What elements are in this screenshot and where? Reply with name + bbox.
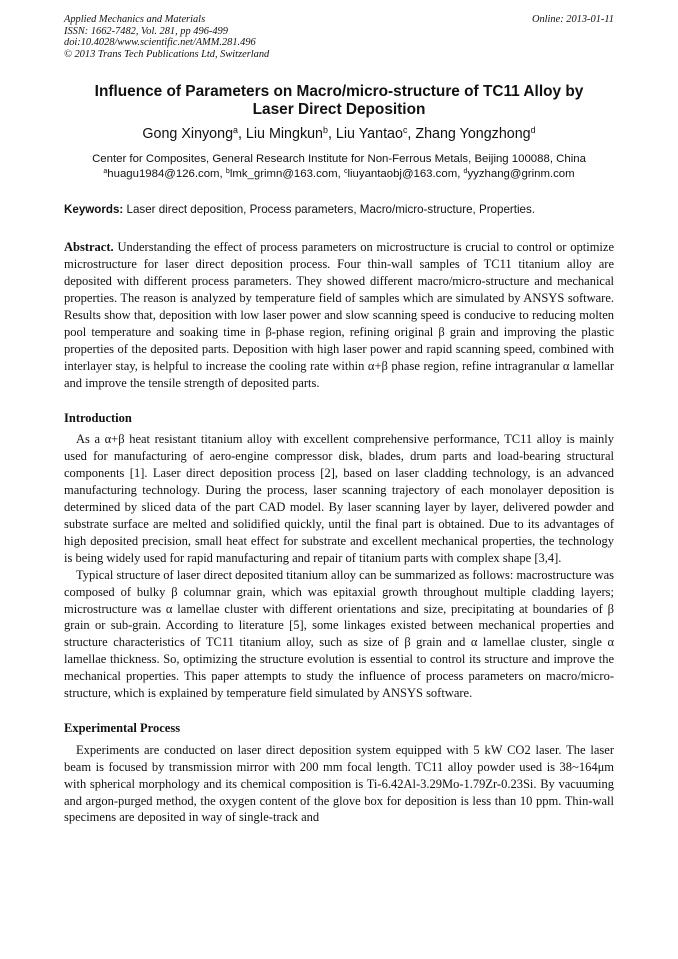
paper-title — [64, 83, 614, 119]
abstract-label: Abstract. — [64, 240, 114, 255]
email-address[interactable]: huagu1984@126.com — [107, 168, 220, 181]
keywords-line — [64, 203, 614, 217]
doi-line: doi:10.4028/www.scientific.net/AMM.281.496 — [64, 37, 256, 49]
author-sup: c — [402, 125, 408, 136]
online-date: Online: 2013-01-11 — [531, 14, 614, 25]
affiliation: Center for Composites, General Research Institute for Non-Ferrous Metals, Beijing 100088, China — [92, 153, 586, 166]
email-sup: d — [463, 168, 468, 176]
email-sup: b — [225, 168, 230, 176]
journal-header — [64, 14, 614, 60]
title-line-2: Laser Direct Deposition — [252, 101, 426, 119]
copyright-line: © 2013 Trans Tech Publications Ltd, Switzerland — [64, 48, 270, 60]
author-name: Liu Yantao — [335, 126, 403, 143]
email-address[interactable]: yyzhang@grinm.com — [467, 168, 575, 181]
keywords-label: Keywords: — [64, 203, 124, 217]
author-sup: d — [530, 125, 536, 136]
author-name: Liu Mingkun — [245, 126, 324, 143]
email-address[interactable]: liuyantaobj@163.com — [347, 168, 458, 181]
issn-line: ISSN: 1662-7482, Vol. 281, pp 496-499 — [64, 25, 228, 37]
abstract-section — [64, 239, 614, 391]
email-sup: a — [103, 168, 108, 176]
experimental-heading: Experimental Process — [64, 720, 181, 735]
keywords-text: Laser direct deposition, Process parameters, Macro/micro-structure, Properties. — [126, 203, 536, 217]
title-line-1: Influence of Parameters on Macro/micro-structure of TC11 Alloy by — [94, 83, 584, 101]
introduction-paragraph: As a α+β heat resistant titanium alloy with excellent comprehensive performance, TC11 alloy is mainly used for manufacturing of aero-engine compressor disk, blades, drum parts and load-bearing structural components [1]. Laser direct deposition process [2], based on laser cladding technology, is an advanced manufacturing technology. During the process, laser scanning trajectory of each monolayer deposition is determined by sliced data of the part CAD model. By laser scanning layer by layer, delivered powder and substrate surface are melted and solidified quickly, until the final part is obtained. Due to its advantages of high deposited precision, small heat effect for substrate and excellent mechanical properties, the technology is being widely used for rapid manufacturing and repair of titanium parts with complex shape [3,4]. — [64, 432, 614, 565]
author-name: Zhang Yongzhong — [415, 126, 531, 143]
journal-name: Applied Mechanics and Materials — [64, 14, 206, 25]
introduction-body — [64, 431, 614, 702]
abstract-text: Understanding the effect of process parameters on microstructure is crucial to control or optimize microstructure for laser direct deposition process. Four thin-wall samples of TC11 titanium alloy are deposited with different process parameters. They showed different macro/micro-structure and mechanical properties. The reason is analyzed by temperature field of samples which are simulated by ANSYS software. Results show that, deposition with low laser power and slow scanning speed is conducive to reducing molten pool temperature and soaking time in β-phase region, refining original β grain and improving the plastic properties of the deposited parts. Deposition with high laser power and rapid scanning speed, combined with interlayer stay, is helpful to increase the cooling rate within α+β phase region, refine intragranular α lamellar and improve the tensile strength of deposited parts. — [64, 240, 614, 390]
author-list: Gong Xinyong$^a$, Liu Mingkun$^b$, Liu Yantao$^c$, Zhang Yongzhong$^d$ — [142, 125, 536, 143]
introduction-paragraph: Typical structure of laser direct deposited titanium alloy can be summarized as follows: macrostructure was composed of bulky β columnar grain, which was epitaxial growth throughout multiple cladding layers; microstructure was α lamellae cluster with different orientations and size, precipitating at boundaries of β grain or sub-grain. According to literature [5], some linkages existed between mechanical properties and structure characteristics of TC11 titanium alloy, such as size of β grain and α lamellae cluster, single α lamellae thickness. So, optimizing the structure evolution is essential to control its structure and improve the mechanical properties. This paper attempts to study the influence of process parameters on macro/micro-structure, which is explained by temperature field simulated by ANSYS software. — [64, 567, 614, 701]
affiliation-block — [64, 152, 614, 182]
experimental-body — [64, 742, 614, 827]
experimental-paragraph: Experiments are conducted on laser direct deposition system equipped with 5 kW CO2 laser. The laser beam is focused by transmission mirror with 200 mm focal length. TC11 alloy powder used is 38~164μm with spherical morphology and its chemical composition is Ti-6.42Al-3.29Mo-1.79Zr-0.23Si. By vacuuming and argon-purged method, the oxygen content of the glove box for deposition is less than 10 ppm. Thin-wall specimens are deposited in way of single-track and — [64, 742, 614, 825]
author-sup: a — [233, 125, 238, 136]
author-name: Gong Xinyong — [142, 126, 234, 143]
email-list: $^a$huagu1984@126.com, $^b$lmk_grimn@163.com, $^c$liuyantaobj@163.com, $^d$yyzhang@grinm.com — [103, 168, 575, 181]
introduction-heading: Introduction — [64, 410, 132, 425]
email-sup: c — [343, 168, 348, 176]
author-sup: b — [323, 125, 328, 136]
email-address[interactable]: lmk_grimn@163.com — [229, 168, 338, 181]
